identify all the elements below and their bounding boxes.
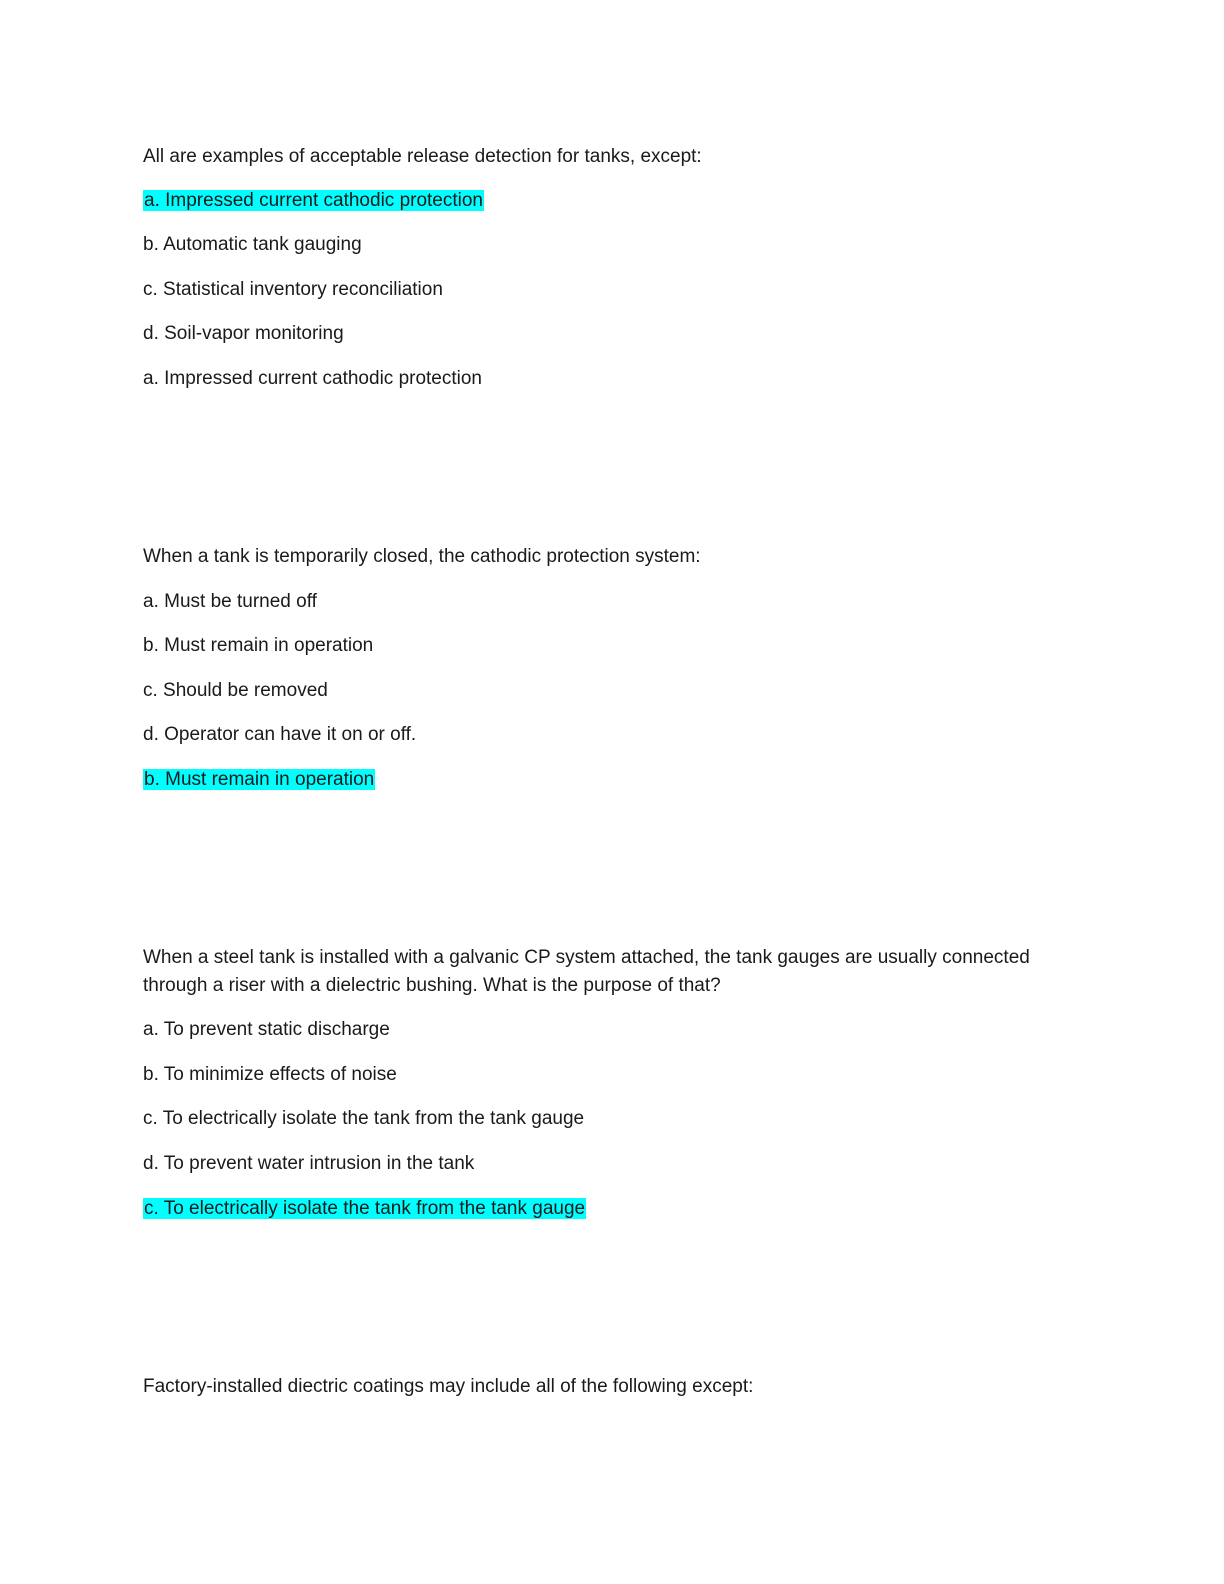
question-2-option-c: c. Should be removed [143,680,328,701]
question-2-option-a: a. Must be turned off [143,591,317,612]
question-1-option-d: d. Soil-vapor monitoring [143,323,344,344]
question-1-option-c: c. Statistical inventory reconciliation [143,279,443,300]
question-2-prompt: When a tank is temporarily closed, the cathodic protection system: [143,546,701,567]
question-3-option-d: d. To prevent water intrusion in the tank [143,1153,475,1174]
question-2-option-d: d. Operator can have it on or off. [143,724,417,745]
question-3-prompt: When a steel tank is installed with a galvanic CP system attached, the tank gauges are usually connected through a riser with a dielectric bushing. What is the purpose of that? [143,947,1030,996]
question-2-answer [143,766,375,794]
highlighted-option: a. Impressed current cathodic protection [144,190,484,211]
question-2-option-b: b. Must remain in operation [143,635,374,656]
highlighted-answer: c. To electrically isolate the tank from the tank gauge [144,1198,586,1219]
question-1-prompt: All are examples of acceptable release detection for tanks, except: [143,146,702,167]
question-1-option-b: b. Automatic tank gauging [143,234,362,255]
question-3-option-a: a. To prevent static discharge [143,1019,390,1040]
highlighted-answer: b. Must remain in operation [144,769,375,790]
question-1-answer: a. Impressed current cathodic protection [143,368,483,389]
question-4-prompt: Factory-installed diectric coatings may include all of the following except: [143,1376,754,1397]
question-3-option-b: b. To minimize effects of noise [143,1064,397,1085]
question-3-option-c: c. To electrically isolate the tank from the tank gauge [143,1108,585,1129]
question-1-option-a [143,187,484,215]
question-3-answer [143,1195,586,1223]
